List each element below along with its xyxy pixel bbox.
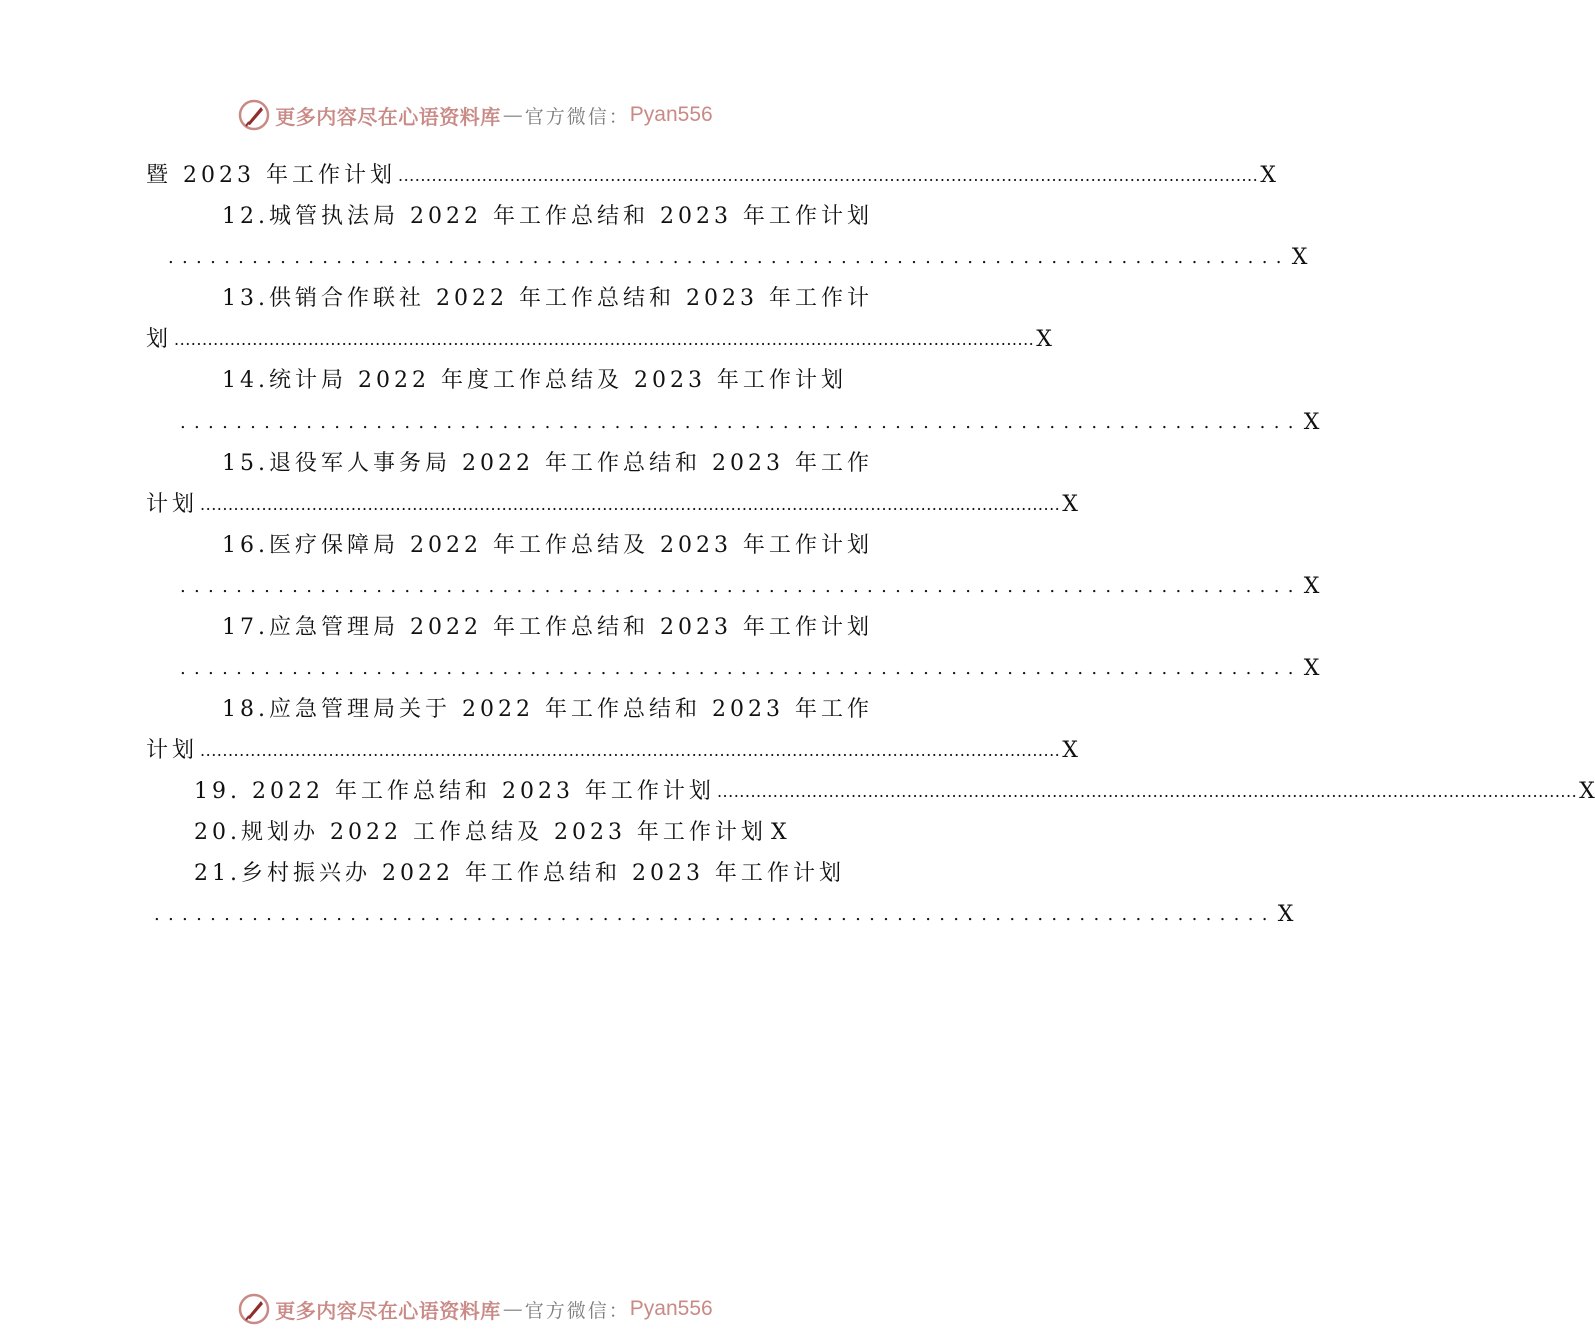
toc-entry[interactable] bbox=[194, 818, 787, 848]
toc-page-number: X bbox=[1291, 245, 1308, 270]
toc-entry-text: 计划 bbox=[146, 738, 199, 763]
toc-entry-leader-line[interactable] bbox=[178, 408, 1320, 438]
toc-entry-text: 暨 2023 年工作计划 bbox=[146, 163, 396, 188]
toc-page-number: X bbox=[1062, 492, 1078, 517]
toc-page-number: X bbox=[1036, 327, 1052, 352]
toc-entry-leader-line[interactable] bbox=[178, 572, 1320, 602]
toc-entry-text: 17.应急管理局 2022 年工作总结和 2023 年工作计划 bbox=[222, 615, 873, 640]
dot-leader: .......................................................................................................................................................... bbox=[200, 495, 1061, 514]
watermark-id: Pyan556 bbox=[629, 103, 713, 126]
toc-entry-title[interactable] bbox=[222, 531, 873, 561]
dot-leader: .......................................................................................................................................................... bbox=[200, 741, 1061, 760]
watermark-label: 官方微信： bbox=[524, 1299, 630, 1322]
toc-entry-text: 12.城管执法局 2022 年工作总结和 2023 年工作计划 bbox=[222, 204, 873, 229]
toc-entry-title[interactable] bbox=[222, 202, 873, 232]
quill-logo-icon bbox=[237, 1292, 271, 1326]
toc-entry[interactable] bbox=[194, 777, 1595, 807]
toc-entry-title[interactable] bbox=[194, 859, 845, 889]
toc-page-number: X bbox=[1062, 738, 1078, 763]
dot-leader: ................................................................................ bbox=[180, 576, 1302, 597]
quill-logo-icon bbox=[237, 98, 271, 132]
watermark-id: Pyan556 bbox=[629, 1297, 713, 1320]
toc-entry-leader-line[interactable] bbox=[146, 736, 1078, 766]
dot-leader: .......................................................................................................................................................... bbox=[174, 330, 1035, 349]
toc-entry[interactable] bbox=[146, 161, 1276, 191]
toc-entry-text: 20.规划办 2022 工作总结及 2023 年工作计划 bbox=[194, 820, 767, 845]
toc-page-number: X bbox=[1303, 656, 1320, 681]
dot-leader: ................................................................................ bbox=[154, 904, 1276, 925]
dot-leader: ................................................................................ bbox=[180, 412, 1302, 433]
watermark-dash: — bbox=[502, 1297, 523, 1321]
toc-entry-leader-line[interactable] bbox=[146, 325, 1052, 355]
toc-entry-text: 19. 2022 年工作总结和 2023 年工作计划 bbox=[194, 779, 715, 804]
toc-page-number: X bbox=[770, 820, 787, 845]
toc-entry-text: 18.应急管理局关于 2022 年工作总结和 2023 年工作 bbox=[222, 697, 873, 722]
toc-page-number: X bbox=[1277, 902, 1294, 927]
toc-entry-text: 划 bbox=[146, 327, 173, 352]
toc-entry-text: 16.医疗保障局 2022 年工作总结及 2023 年工作计划 bbox=[222, 533, 873, 558]
toc-entry-leader-line[interactable] bbox=[152, 900, 1294, 930]
toc-page-number: X bbox=[1303, 410, 1320, 435]
toc-entry-leader-line[interactable] bbox=[166, 243, 1308, 273]
toc-entry-text: 15.退役军人事务局 2022 年工作总结和 2023 年工作 bbox=[222, 451, 873, 476]
toc-entry-title[interactable] bbox=[222, 613, 873, 643]
toc-entry-text: 21.乡村振兴办 2022 年工作总结和 2023 年工作计划 bbox=[194, 861, 845, 886]
dot-leader: .......................................................................................................................................................... bbox=[397, 166, 1259, 185]
watermark-label: 官方微信： bbox=[524, 105, 630, 128]
toc-page-number: X bbox=[1260, 163, 1276, 188]
toc-entry-text: 13.供销合作联社 2022 年工作总结和 2023 年工作计 bbox=[222, 286, 873, 311]
dot-leader: ................................................................................ bbox=[180, 658, 1302, 679]
toc-entry-title[interactable] bbox=[222, 284, 873, 314]
toc-page-number: X bbox=[1303, 574, 1320, 599]
toc-entry-text: 14.统计局 2022 年度工作总结及 2023 年工作计划 bbox=[222, 368, 847, 393]
toc-entry-leader-line[interactable] bbox=[146, 490, 1078, 520]
toc-entry-text: 计划 bbox=[146, 492, 199, 517]
toc-entry-leader-line[interactable] bbox=[178, 654, 1320, 684]
dot-leader: .......................................................................................................................................................... bbox=[716, 782, 1578, 801]
watermark-dash: — bbox=[502, 103, 523, 127]
watermark-header bbox=[0, 95, 950, 135]
toc-entry-title[interactable] bbox=[222, 366, 847, 396]
watermark-title: 更多内容尽在心语资料库 bbox=[275, 104, 501, 129]
toc-entry-title[interactable] bbox=[222, 449, 873, 479]
toc-page-number: X bbox=[1579, 779, 1595, 804]
dot-leader: ................................................................................ bbox=[168, 247, 1290, 268]
toc-entry-title[interactable] bbox=[222, 695, 873, 725]
watermark-title: 更多内容尽在心语资料库 bbox=[275, 1298, 501, 1323]
watermark-footer bbox=[0, 1289, 950, 1329]
